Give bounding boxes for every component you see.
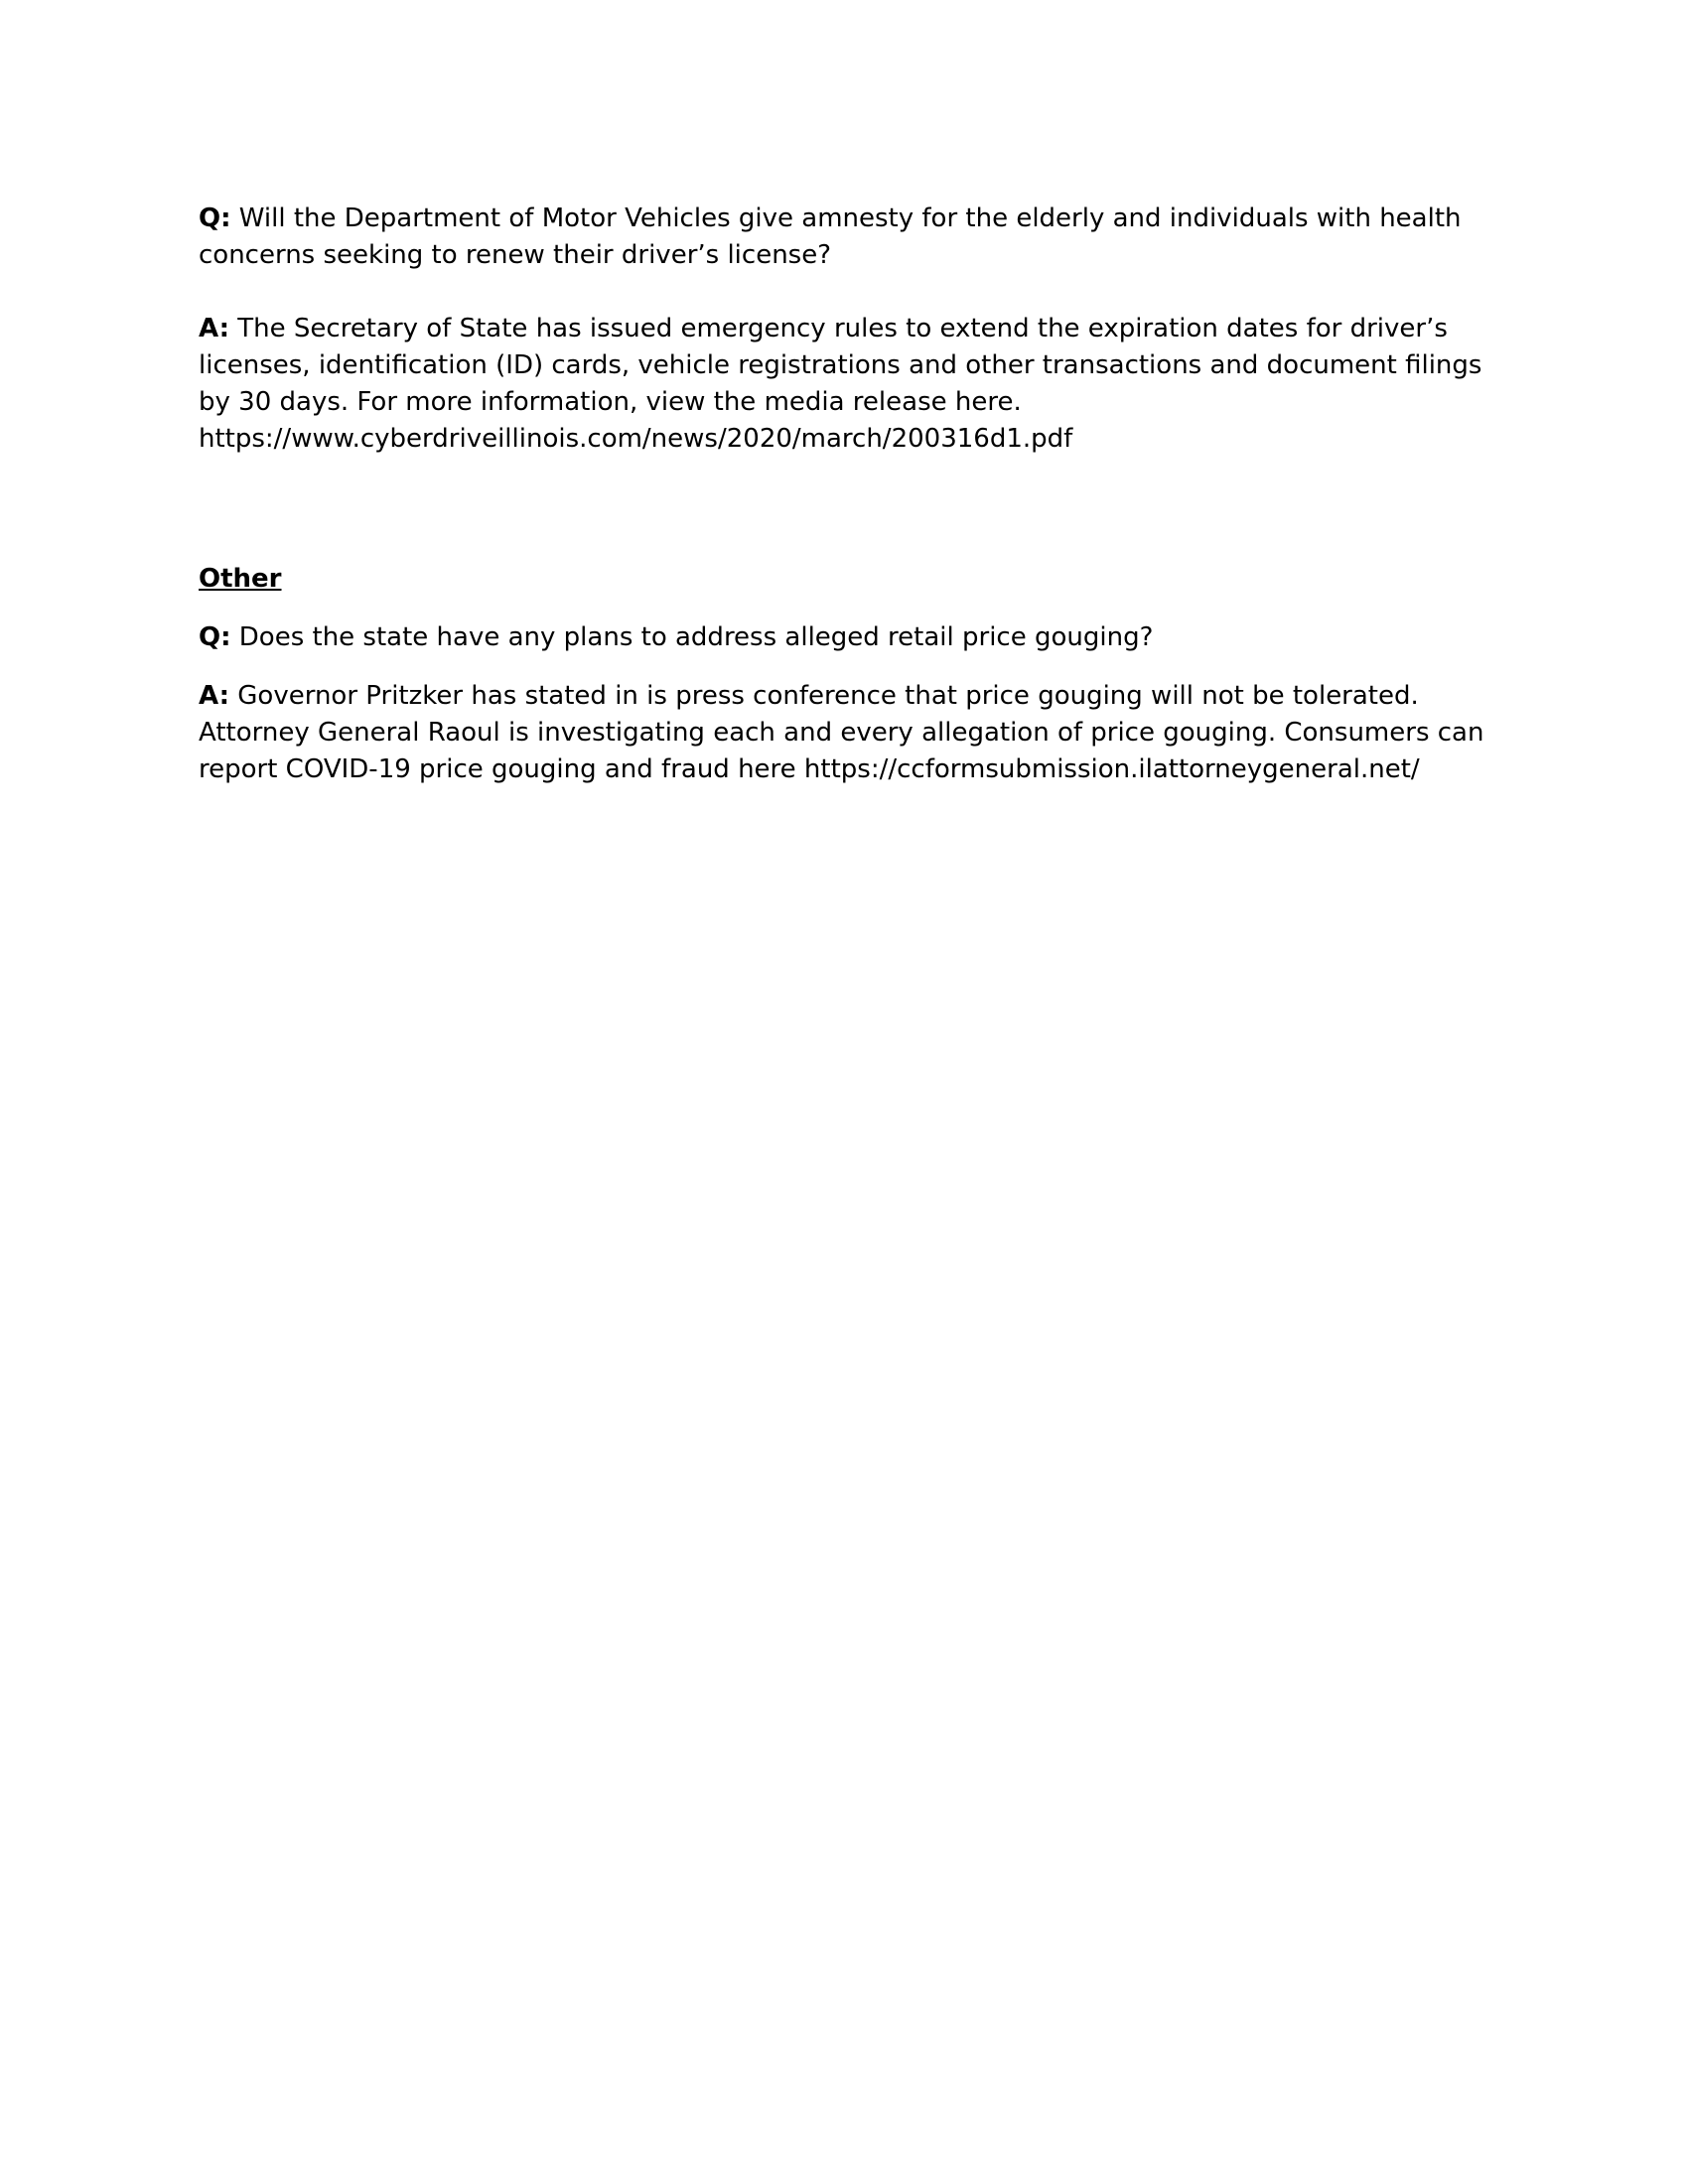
question-1-label: Q: (199, 204, 231, 233)
answer-1 (199, 311, 1489, 458)
answer-2 (199, 678, 1489, 788)
section-heading-other: Other (199, 564, 282, 594)
question-2-text: Does the state have any plans to address alleged retail price gouging? (230, 622, 1154, 652)
document-content (199, 201, 1489, 788)
question-2 (199, 619, 1489, 656)
answer-2-text: Governor Pritzker has stated in is press conference that price gouging will not be tolerated. Attorney General Raoul is investigating each and every allegation of price gouging. Consumers can report COVID-19 price gouging and fraud here https://ccformsubmission.ilattorneygeneral.net/ (199, 681, 1484, 784)
answer-1-label: A: (199, 314, 230, 343)
answer-2-label: A: (199, 681, 230, 711)
question-2-label: Q: (199, 622, 231, 652)
answer-1-text: The Secretary of State has issued emergency rules to extend the expiration dates for driver’s licenses, identification (ID) cards, vehicle registrations and other transactions and document filings by 30 days. For more information, view the media release here. (199, 314, 1482, 417)
question-1 (199, 201, 1489, 274)
answer-1-link[interactable]: https://www.cyberdriveillinois.com/news/2020/march/200316d1.pdf (199, 424, 1073, 454)
question-1-text: Will the Department of Motor Vehicles give amnesty for the elderly and individuals with health concerns seeking to renew their driver’s license? (199, 204, 1462, 270)
